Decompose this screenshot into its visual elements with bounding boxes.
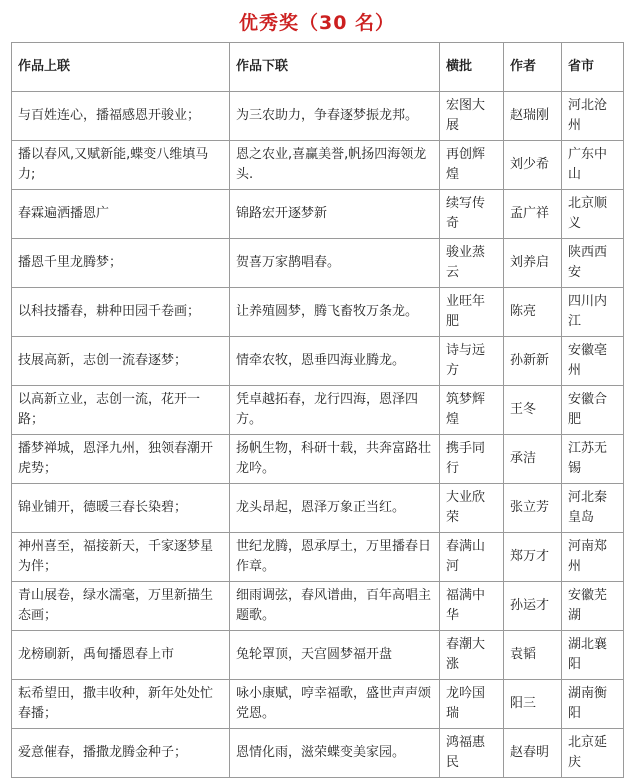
cell-author: 孟广祥 bbox=[504, 190, 562, 239]
cell-province: 四川内江 bbox=[562, 288, 624, 337]
cell-lower-couplet: 细雨调弦，春风谱曲，百年高唱主题歌。 bbox=[230, 582, 440, 631]
cell-upper-couplet: 播以春风,又赋新能,蝶变八维填马力; bbox=[12, 141, 230, 190]
cell-author: 赵春明 bbox=[504, 729, 562, 778]
cell-author: 刘养启 bbox=[504, 239, 562, 288]
table-row bbox=[12, 484, 624, 533]
cell-author: 孙新新 bbox=[504, 337, 562, 386]
cell-author: 承洁 bbox=[504, 435, 562, 484]
cell-province: 河北秦皇岛 bbox=[562, 484, 624, 533]
cell-author: 陈亮 bbox=[504, 288, 562, 337]
page-title: 优秀奖（30 名） bbox=[238, 12, 396, 34]
cell-horizontal-scroll: 筑梦辉煌 bbox=[440, 386, 504, 435]
cell-upper-couplet: 与百姓连心，播福感恩开骏业； bbox=[12, 92, 230, 141]
table-row bbox=[12, 631, 624, 680]
cell-lower-couplet: 龙头昂起，恩泽万象正当红。 bbox=[230, 484, 440, 533]
cell-upper-couplet: 以高新立业，志创一流，花开一路； bbox=[12, 386, 230, 435]
cell-province: 北京延庆 bbox=[562, 729, 624, 778]
cell-author: 张立芳 bbox=[504, 484, 562, 533]
cell-province: 湖北襄阳 bbox=[562, 631, 624, 680]
cell-province: 北京顺义 bbox=[562, 190, 624, 239]
cell-upper-couplet: 锦业铺开，德暖三春长染碧； bbox=[12, 484, 230, 533]
table-row bbox=[12, 435, 624, 484]
cell-horizontal-scroll: 再创辉煌 bbox=[440, 141, 504, 190]
table-row bbox=[12, 729, 624, 778]
cell-upper-couplet: 青山展卷，绿水濡毫，万里新描生态画； bbox=[12, 582, 230, 631]
cell-author: 赵瑞刚 bbox=[504, 92, 562, 141]
cell-upper-couplet: 以科技播春，耕种田园千卷画； bbox=[12, 288, 230, 337]
cell-lower-couplet: 锦路宏开逐梦新 bbox=[230, 190, 440, 239]
cell-lower-couplet: 恩之农业,喜赢美誉,帆扬四海领龙头. bbox=[230, 141, 440, 190]
cell-province: 河北沧州 bbox=[562, 92, 624, 141]
cell-horizontal-scroll: 宏图大展 bbox=[440, 92, 504, 141]
header-horizontal-scroll: 横批 bbox=[440, 43, 504, 92]
cell-province: 安徽合肥 bbox=[562, 386, 624, 435]
cell-upper-couplet: 神州喜至，福接新天，千家逐梦星为伴； bbox=[12, 533, 230, 582]
table-row bbox=[12, 239, 624, 288]
header-province: 省市 bbox=[562, 43, 624, 92]
cell-lower-couplet: 恩情化雨，滋荣蝶变美家园。 bbox=[230, 729, 440, 778]
table-row bbox=[12, 582, 624, 631]
table-header-row bbox=[12, 43, 624, 92]
cell-lower-couplet: 让养殖圆梦，腾飞畜牧万条龙。 bbox=[230, 288, 440, 337]
cell-lower-couplet: 贺喜万家鹊唱春。 bbox=[230, 239, 440, 288]
cell-province: 安徽亳州 bbox=[562, 337, 624, 386]
cell-province: 河南郑州 bbox=[562, 533, 624, 582]
table-row bbox=[12, 533, 624, 582]
cell-upper-couplet: 播恩千里龙腾梦； bbox=[12, 239, 230, 288]
cell-lower-couplet: 为三农助力，争春逐梦振龙邦。 bbox=[230, 92, 440, 141]
cell-upper-couplet: 耘希望田，撒丰收种，新年处处忙春播； bbox=[12, 680, 230, 729]
cell-upper-couplet: 春霖遍洒播恩广 bbox=[12, 190, 230, 239]
cell-horizontal-scroll: 业旺年肥 bbox=[440, 288, 504, 337]
cell-horizontal-scroll: 春满山河 bbox=[440, 533, 504, 582]
table-row bbox=[12, 337, 624, 386]
cell-author: 郑万才 bbox=[504, 533, 562, 582]
cell-horizontal-scroll: 鸿福惠民 bbox=[440, 729, 504, 778]
cell-author: 阳三 bbox=[504, 680, 562, 729]
header-author: 作者 bbox=[504, 43, 562, 92]
cell-author: 刘少希 bbox=[504, 141, 562, 190]
cell-horizontal-scroll: 携手同行 bbox=[440, 435, 504, 484]
cell-upper-couplet: 龙榜刷新，禹甸播恩春上市 bbox=[12, 631, 230, 680]
cell-horizontal-scroll: 续写传奇 bbox=[440, 190, 504, 239]
table-row bbox=[12, 386, 624, 435]
cell-province: 湖南衡阳 bbox=[562, 680, 624, 729]
cell-province: 安徽芜湖 bbox=[562, 582, 624, 631]
cell-lower-couplet: 世纪龙腾，恩承厚土，万里播春日作章。 bbox=[230, 533, 440, 582]
cell-horizontal-scroll: 春潮大涨 bbox=[440, 631, 504, 680]
table-row bbox=[12, 92, 624, 141]
cell-author: 孙运才 bbox=[504, 582, 562, 631]
cell-upper-couplet: 播梦禅城，恩泽九州，独领春潮开虎势； bbox=[12, 435, 230, 484]
header-upper-couplet: 作品上联 bbox=[12, 43, 230, 92]
award-table bbox=[11, 42, 624, 778]
cell-province: 江苏无锡 bbox=[562, 435, 624, 484]
cell-lower-couplet: 兔轮罩顶，天宫圆梦福开盘 bbox=[230, 631, 440, 680]
cell-horizontal-scroll: 大业欣荣 bbox=[440, 484, 504, 533]
table-row bbox=[12, 141, 624, 190]
cell-upper-couplet: 技展高新，志创一流春逐梦； bbox=[12, 337, 230, 386]
table-row bbox=[12, 680, 624, 729]
cell-horizontal-scroll: 诗与远方 bbox=[440, 337, 504, 386]
cell-lower-couplet: 扬帆生物，科研十载，共奔富路壮龙吟。 bbox=[230, 435, 440, 484]
table-row bbox=[12, 190, 624, 239]
cell-lower-couplet: 情牵农牧，恩垂四海业腾龙。 bbox=[230, 337, 440, 386]
cell-author: 王冬 bbox=[504, 386, 562, 435]
table-row bbox=[12, 288, 624, 337]
cell-horizontal-scroll: 龙吟国瑞 bbox=[440, 680, 504, 729]
cell-horizontal-scroll: 骏业蒸云 bbox=[440, 239, 504, 288]
cell-lower-couplet: 凭卓越拓春，龙行四海，恩泽四方。 bbox=[230, 386, 440, 435]
header-lower-couplet: 作品下联 bbox=[230, 43, 440, 92]
cell-upper-couplet: 爱意催春，播撒龙腾金种子； bbox=[12, 729, 230, 778]
cell-author: 袁韬 bbox=[504, 631, 562, 680]
cell-province: 陕西西安 bbox=[562, 239, 624, 288]
cell-horizontal-scroll: 福满中华 bbox=[440, 582, 504, 631]
cell-lower-couplet: 咏小康赋，哼幸福歌，盛世声声颂党恩。 bbox=[230, 680, 440, 729]
cell-province: 广东中山 bbox=[562, 141, 624, 190]
